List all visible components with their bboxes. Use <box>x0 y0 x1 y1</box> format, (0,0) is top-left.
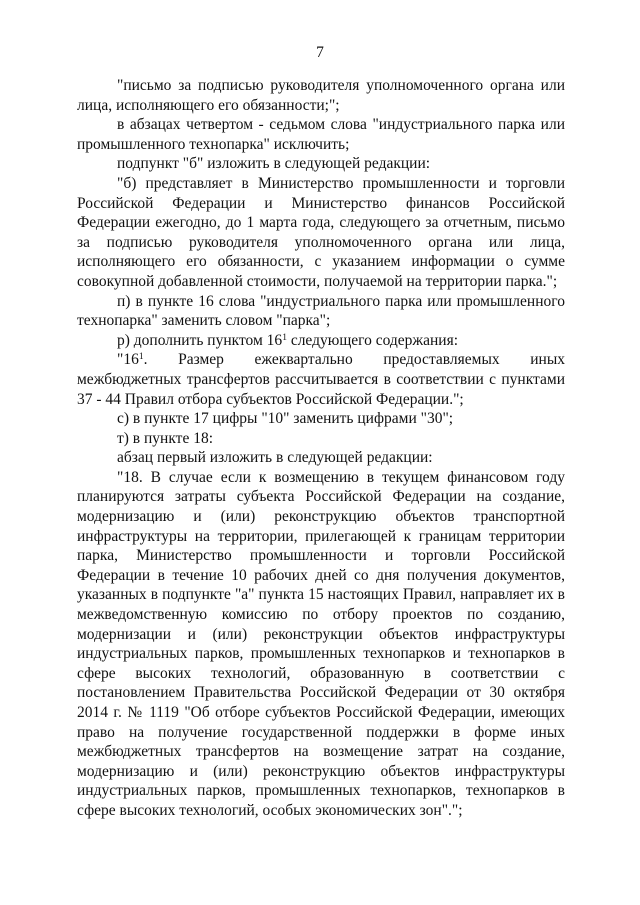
paragraph-item-r-sup: 1 <box>282 332 287 343</box>
paragraph-item-s: с) в пункте 17 цифры "10" заменить цифрами "30"; <box>117 410 454 428</box>
paragraph-letter-signature: "письмо за подписью руководителя уполномоченного органа или лица, исполняющего его обязанности;"; <box>77 77 565 114</box>
document-body <box>77 76 565 821</box>
paragraph-exclude-words: в абзацах четвертом - седьмом слова "индустриального парка или промышленного технопарка" исключить; <box>77 116 565 153</box>
paragraph-subpoint-b-intro: подпункт "б" изложить в следующей редакции: <box>117 155 431 173</box>
page-number: 7 <box>316 44 324 61</box>
paragraph-item-r <box>77 331 565 351</box>
paragraph-point-18: "18. В случае если к возмещению в текущем финансовом году планируются затраты субъекта Российской Федерации на создание, модернизацию и (или) реконструкцию объектов транспортной инфраструктуры на территории, прилегающей к границам территории парка, Министерство промышленности и торговли Российской Федерации в течение 10 рабочих дней со дня получения документов, указанных в подпункте "а" пункта 15 настоящих Правил, направляет их в межведомственную комиссию по отбору проектов по созданию, модернизации и (или) реконструкции объектов инфраструктуры индустриальных парков, промышленных технопарков и технопарков в сфере высоких технологий, образованную в соответствии с постановлением Правительства Российской Федерации от 30 октября 2014 г. № 1119 "Об отборе субъектов Российской Федерации, имеющих право на получение государственной поддержки в форме иных межбюджетных трансфертов на возмещение затрат на создание, модернизацию и (или) реконструкцию объектов инфраструктуры индустриальных парков, промышленных технопарков, технопарков в сфере высоких технологий, особых экономических зон"."; <box>77 468 565 819</box>
paragraph-point-16-1-sup: 1 <box>138 352 144 363</box>
paragraph-first-abstract: абзац первый изложить в следующей редакции: <box>117 449 433 467</box>
paragraph-item-p: п) в пункте 16 слова "индустриального парка или промышленного технопарка" заменить словом "парка"; <box>77 292 565 330</box>
paragraph-point-16-1-after: . Размер ежеквартально предоставляемых иных межбюджетных трансфертов рассчитывается в соответствии с пунктами 37 - 44 Правил отбора субъектов Российской Федерации."; <box>77 351 565 408</box>
paragraph-item-r-after: следующего содержания: <box>286 331 459 349</box>
paragraph-point-16-1 <box>77 350 565 409</box>
paragraph-subpoint-b-text: "б) представляет в Министерство промышленности и торговли Российской Федерации и Министерство финансов Российской Федерации ежегодно, до 1 марта года, следующего за отчетным, письмо за подписью руководителя уполномоченного органа или лица, исполняющего его обязанности, с указанием информации о сумме совокупной добавленной стоимости, получаемой на территории парка."; <box>77 174 565 290</box>
paragraph-point-16-1-before: "16 <box>117 351 139 369</box>
paragraph-item-t: т) в пункте 18: <box>117 429 214 447</box>
paragraph-item-r-before: р) дополнить пунктом 16 <box>117 331 283 349</box>
